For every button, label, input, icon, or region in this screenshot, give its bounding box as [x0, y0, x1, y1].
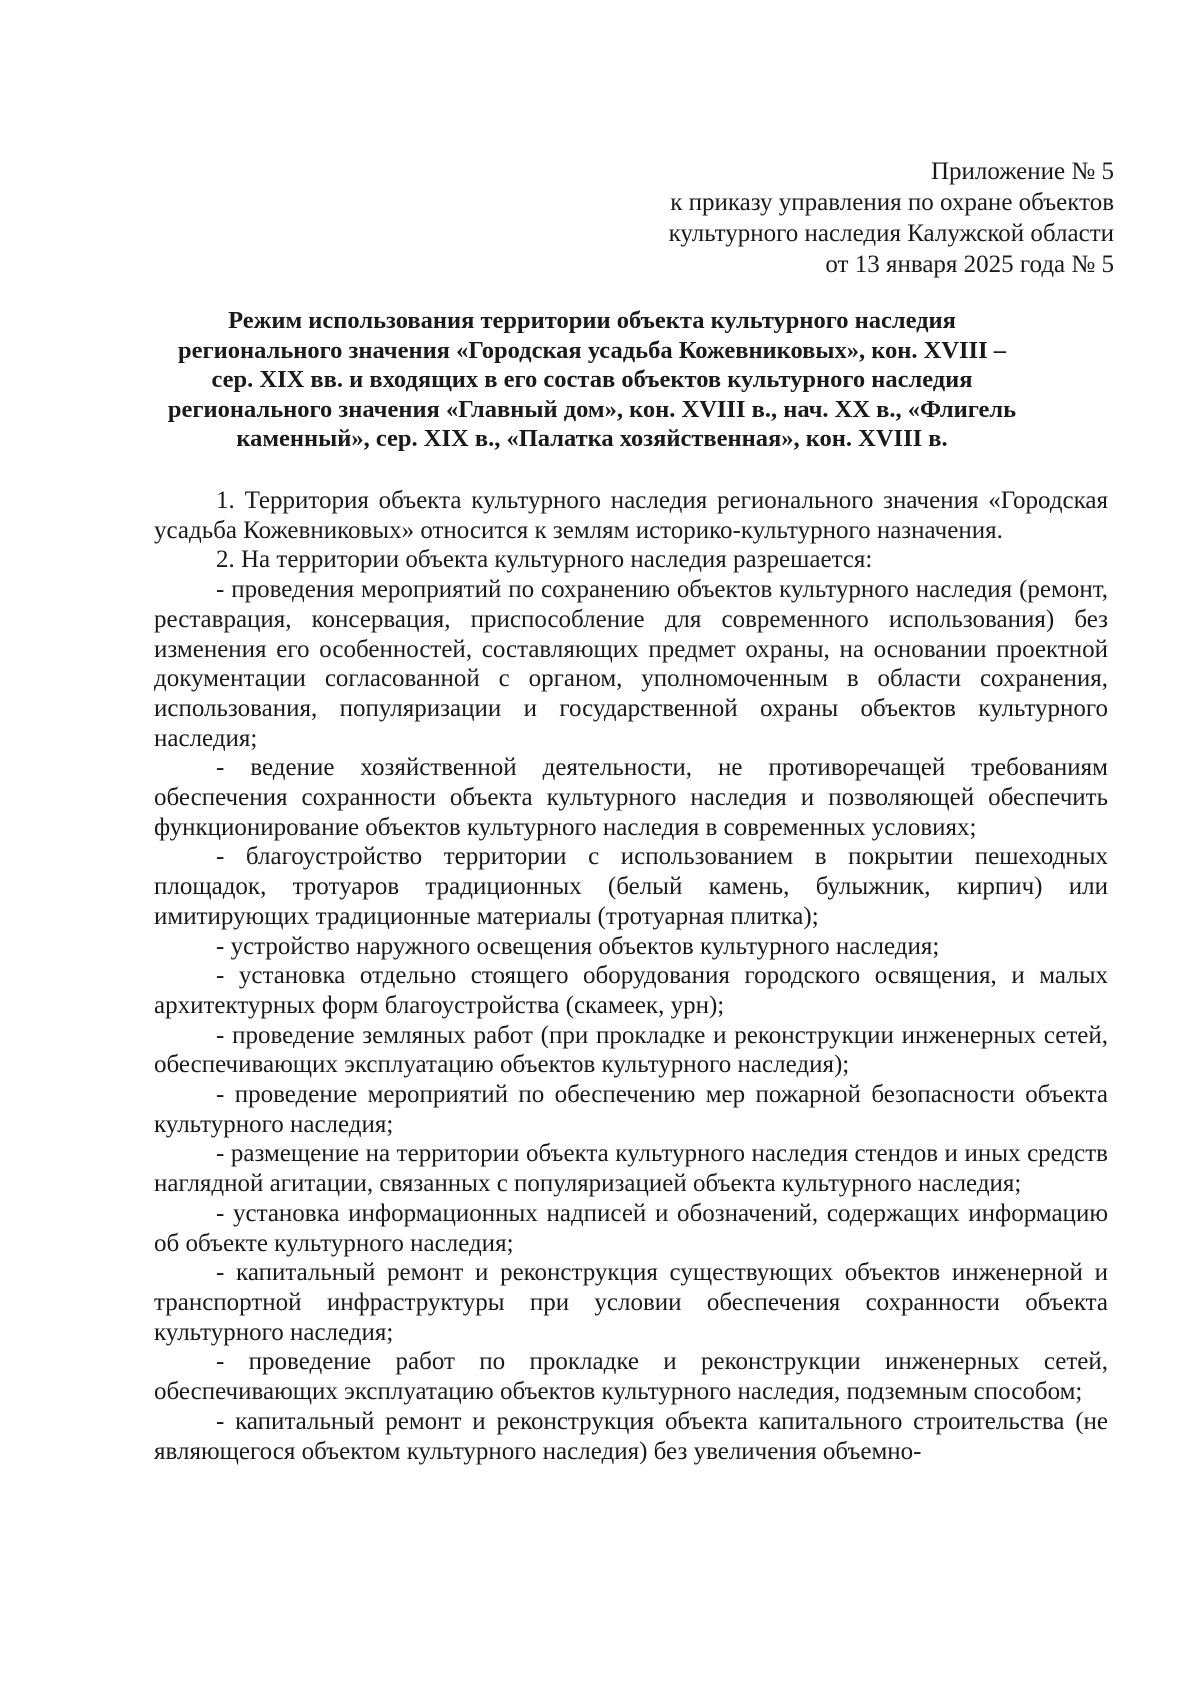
list-item: - устройство наружного освещения объектов культурного наследия; [216, 932, 940, 960]
title-line: регионального значения «Городская усадьба Кожевниковых», кон. XVIII – [178, 336, 1006, 364]
list-item: - установка отдельно стоящего оборудования городского освящения, и малых архитектурных форм благоустройства (скамеек, урн); [154, 962, 1108, 1019]
list-item: - капитальный ремонт и реконструкция существующих объектов инженерной и транспортной инфраструктуры при условии обеспечения сохранности объекта культурного наследия; [154, 1259, 1108, 1346]
list-item: - проведение земляных работ (при прокладке и реконструкции инженерных сетей, обеспечивающих эксплуатацию объектов культурного наследия); [154, 1021, 1108, 1079]
document-body [154, 486, 1108, 1466]
appendix-header [669, 156, 1114, 280]
list-item: - ведение хозяйственной деятельности, не противоречащей требованиям обеспечения сохранности объекта культурного наследия и позволяющей обеспечить функционирование объектов культурного наследия в современных условиях; [154, 754, 1108, 841]
title-line: Режим использования территории объекта культурного наследия [228, 307, 956, 334]
title-line: каменный», сер. XIX в., «Палатка хозяйственная», кон. XVIII в. [236, 425, 948, 452]
paragraph-territory: 1. Территория объекта культурного наследия регионального значения «Городская усадьба Кожевниковых» относится к землям историко-культурного назначения. [154, 487, 1108, 544]
title-line: сер. XIX вв. и входящих в его состав объектов культурного наследия [211, 366, 973, 393]
paragraph-permitted-intro: 2. На территории объекта культурного наследия разрешается: [216, 546, 873, 574]
list-item: - размещение на территории объекта культурного наследия стендов и иных средств наглядной агитации, связанных с популяризацией объекта культурного наследия; [154, 1140, 1108, 1198]
title-line: регионального значения «Главный дом», кон. XVIII в., нач. XX в., «Флигель [167, 395, 1017, 423]
appendix-authority-line: культурного наследия Калужской области [668, 220, 1114, 247]
appendix-number: Приложение № 5 [930, 158, 1114, 185]
list-item: - проведение работ по прокладке и реконструкции инженерных сетей, обеспечивающих эксплуатацию объектов культурного наследия, подземным способом; [154, 1348, 1108, 1406]
list-item: - проведение мероприятий по обеспечению мер пожарной безопасности объекта культурного наследия; [154, 1081, 1108, 1138]
list-item: - благоустройство территории с использованием в покрытии пешеходных площадок, тротуаров традиционных (белый камень, булыжник, кирпич) или имитирующих традиционные материалы (тротуарная плитка); [154, 843, 1108, 930]
list-item: - проведения мероприятий по сохранению объектов культурного наследия (ремонт, реставрация, консервация, приспособление для современного использования) без изменения его особенностей, составляющих предмет охраны, на основании проектной документации согласованной с органом, уполномоченным в области сохранения, использования, популяризации и государственной охраны объектов культурного наследия; [154, 576, 1108, 752]
document-title [150, 306, 1034, 454]
list-item: - капитальный ремонт и реконструкция объекта капитального строительства (не являющегося объектом культурного наследия) без увеличения объемно- [154, 1407, 1108, 1465]
appendix-order-line: к приказу управления по охране объектов [670, 189, 1114, 216]
appendix-date-line: от 13 января 2025 года № 5 [825, 251, 1114, 278]
list-item: - установка информационных надписей и обозначений, содержащих информацию об объекте культурного наследия; [154, 1199, 1108, 1257]
